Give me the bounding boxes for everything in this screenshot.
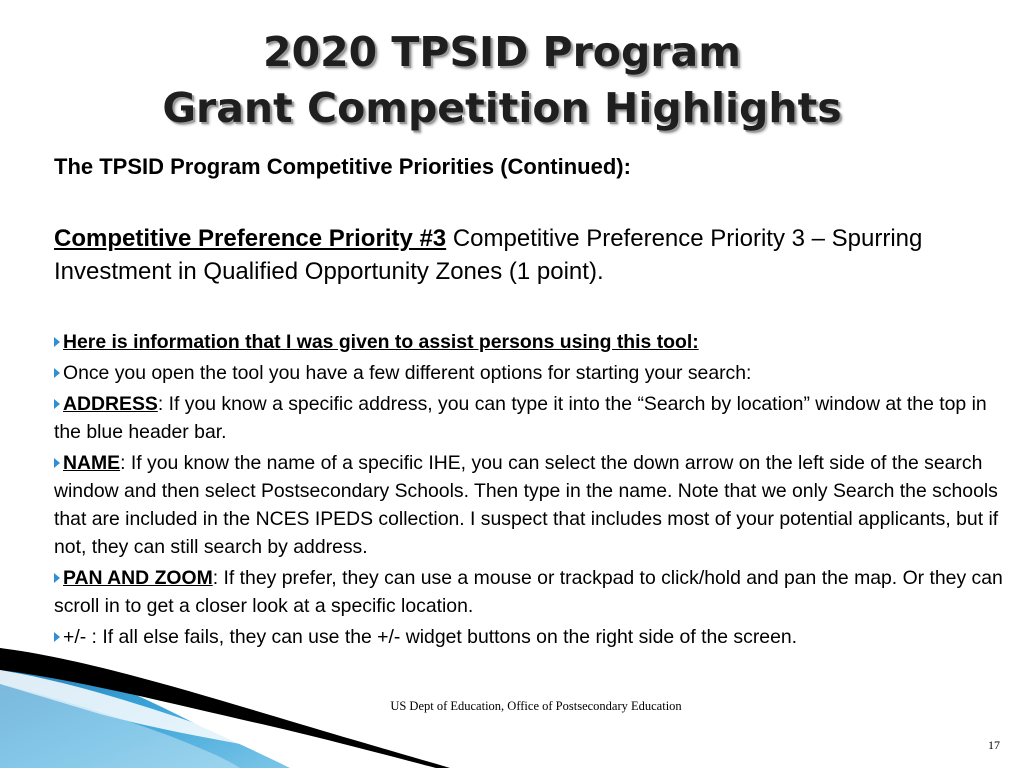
- page-number: 17: [988, 738, 1000, 752]
- title-line-1: 2020 TPSID Program: [263, 28, 741, 76]
- right-triangle-arrow-icon: [54, 368, 60, 378]
- bullet-item: [54, 623, 1019, 651]
- right-triangle-arrow-icon: [54, 632, 60, 642]
- bullet-item: [54, 449, 1019, 561]
- bullet-heading: NAME: [63, 452, 121, 474]
- right-triangle-arrow-icon: [54, 573, 60, 583]
- bullet-item: [54, 390, 1019, 446]
- bullet-list: [54, 328, 1019, 654]
- title-line-2: Grant Competition Highlights: [162, 84, 842, 132]
- bullet-heading: ADDRESS: [63, 393, 158, 415]
- bullet-heading: Here is information that I was given to assist persons using this tool:: [63, 331, 699, 353]
- right-triangle-arrow-icon: [54, 399, 60, 409]
- bullet-text: : If you know a specific address, you can type it into the “Search by location” window at the top in the blue header bar.: [54, 393, 987, 443]
- bullet-heading: PAN AND ZOOM: [63, 567, 213, 589]
- bullet-item: [54, 328, 1019, 356]
- priority-paragraph: [54, 222, 1004, 288]
- bullet-text: Once you open the tool you have a few different options for starting your search:: [63, 362, 752, 384]
- footer-text: US Dept of Education, Office of Postsecondary Education: [390, 699, 682, 713]
- bullet-text: : If you know the name of a specific IHE, you can select the down arrow on the left side of the search window and then select Postsecondary Schools. Then type in the name. Note that we only Search the schools that are included in the NCES IPEDS collection. I suspect that includes most of your potential applicants, but if not, they can still search by address.: [54, 452, 999, 558]
- slide-title: [0, 24, 1004, 136]
- priority-label: Competitive Preference Priority #3: [54, 225, 447, 252]
- right-triangle-arrow-icon: [54, 337, 60, 347]
- right-triangle-arrow-icon: [54, 458, 60, 468]
- bullet-item: [54, 359, 1019, 387]
- priority-text: Competitive Preference Priority 3 – Spurring Investment in Qualified Opportunity Zones (1 point).: [54, 225, 923, 285]
- bullet-text: : If they prefer, they can use a mouse or trackpad to click/hold and pan the map. Or they can scroll in to get a closer look at a specific location.: [54, 567, 1003, 617]
- bullet-item: [54, 564, 1019, 620]
- section-subtitle: The TPSID Program Competitive Priorities (Continued):: [54, 154, 631, 179]
- bullet-text: +/- : If all else fails, they can use the +/- widget buttons on the right side of the screen.: [63, 626, 798, 648]
